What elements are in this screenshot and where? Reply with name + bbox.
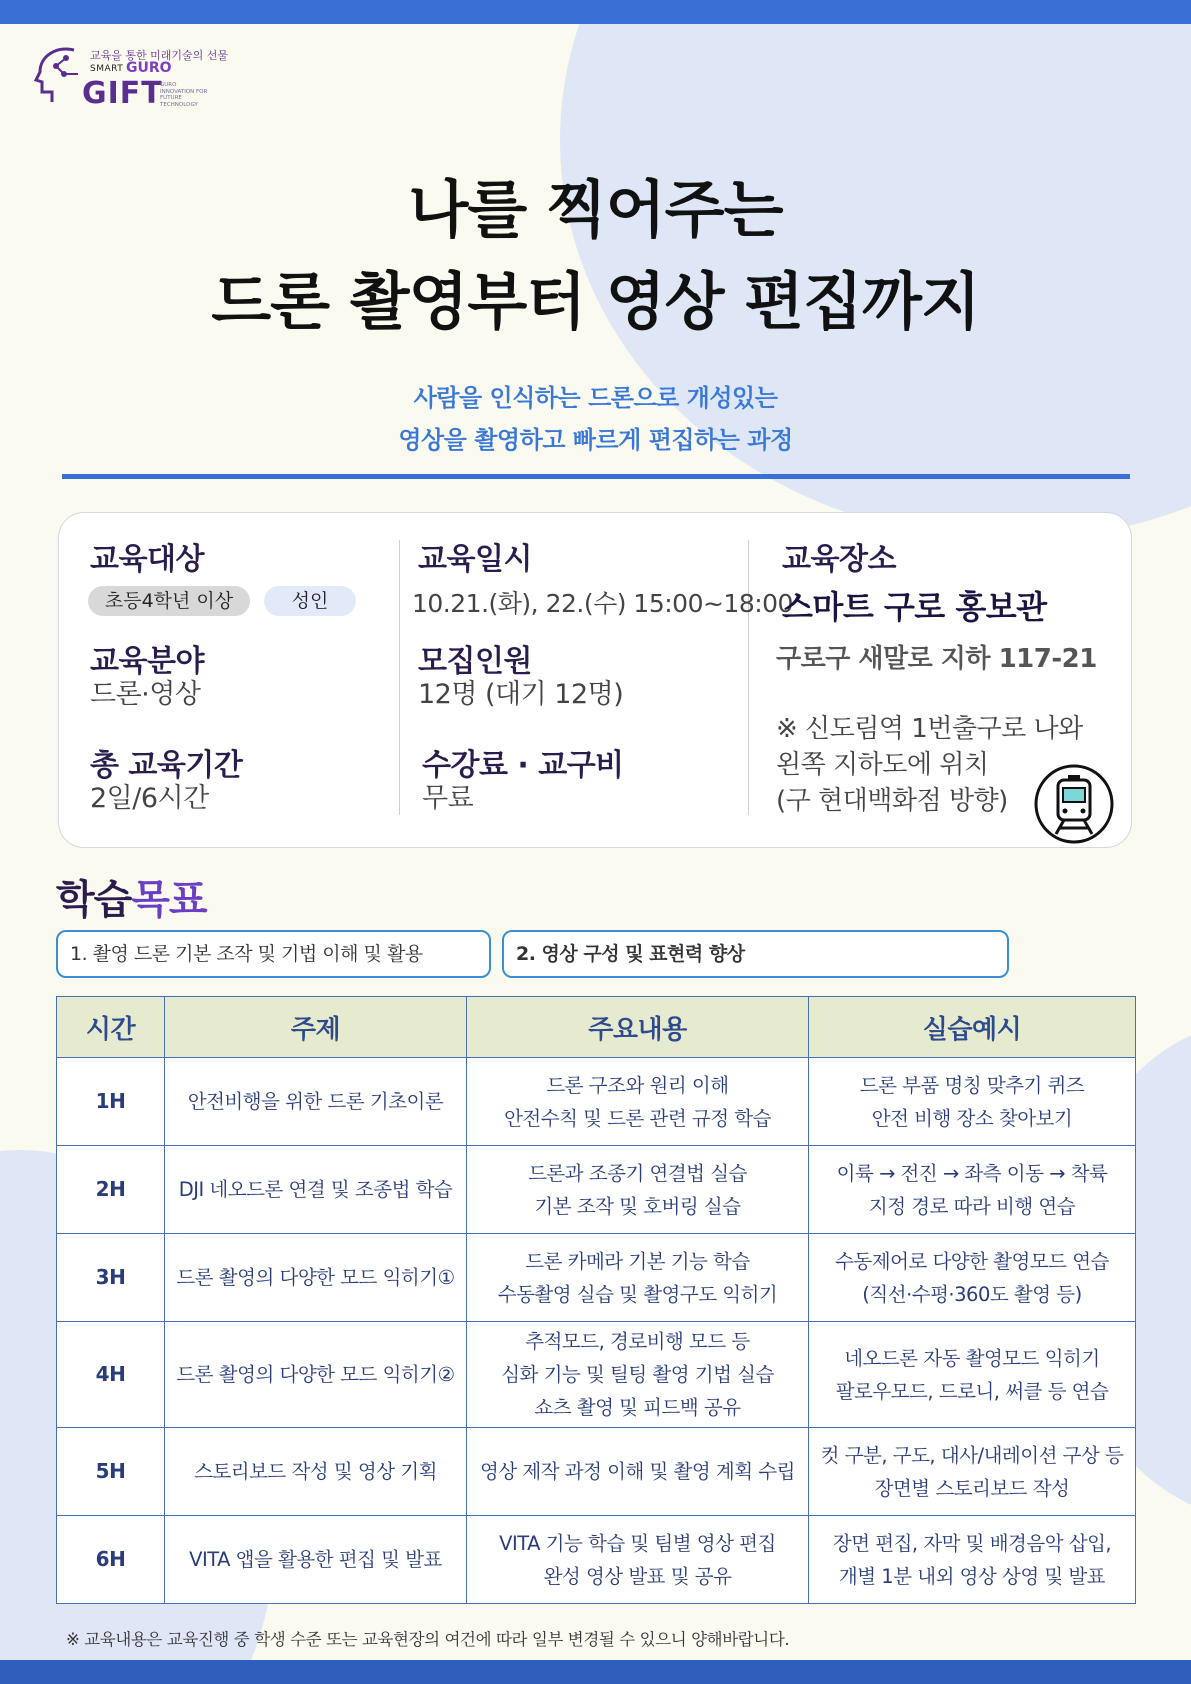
- column-header: 주요내용: [467, 997, 809, 1058]
- table-row: [57, 1322, 1136, 1428]
- divider: [62, 474, 1130, 479]
- practice-line: 컷 구분, 구도, 대사/내레이션 구상 등: [820, 1443, 1124, 1467]
- content-cell: [467, 1234, 809, 1322]
- topic-cell: VITA 앱을 활용한 편집 및 발표: [165, 1516, 467, 1604]
- place-note: ※ 신도림역 1번출구로 나와: [776, 714, 1083, 744]
- practice-cell: [809, 1516, 1136, 1604]
- subtitle-line1: 사람을 인식하는 드론으로 개성있는: [413, 384, 778, 412]
- practice-cell: [809, 1428, 1136, 1516]
- period-value: 2일/6시간: [90, 783, 209, 814]
- practice-line: 개별 1분 내외 영상 상영 및 발표: [838, 1564, 1106, 1588]
- logo-subtext: GURO INNOVATION FOR FUTURE TECHNOLOGY: [160, 82, 208, 108]
- content-line: 추적모드, 경로비행 모드 등: [525, 1330, 750, 1353]
- goals-heading-a: 학습: [56, 877, 132, 923]
- content-line: VITA 기능 학습 및 팀별 영상 편집: [499, 1531, 776, 1555]
- column-header: 주제: [165, 997, 467, 1058]
- footnote: ※ 교육내용은 교육진행 중 학생 수준 또는 교육현장의 여건에 따라 일부 변경될 수 있으니 양해바랍니다.: [66, 1630, 790, 1649]
- hour-cell: 3H: [57, 1234, 165, 1322]
- practice-line: 지정 경로 따라 비행 연습: [868, 1194, 1076, 1218]
- logo-gift: GIFT: [82, 76, 163, 111]
- content-cell: [467, 1322, 809, 1428]
- topic-cell: 드론 촬영의 다양한 모드 익히기①: [165, 1234, 467, 1322]
- page-title-line2: 드론 촬영부터 영상 편집까지: [211, 265, 980, 338]
- table-row: [57, 1428, 1136, 1516]
- topic-cell: 안전비행을 위한 드론 기초이론: [165, 1058, 467, 1146]
- top-bar: [0, 0, 1191, 24]
- capacity-value: 12명 (대기 12명): [418, 679, 624, 710]
- content-line: 심화 기능 및 틸팅 촬영 기법 실습: [501, 1363, 774, 1386]
- practice-line: 팔로우모드, 드로니, 써클 등 연습: [835, 1379, 1109, 1403]
- content-cell: [467, 1428, 809, 1516]
- topic-cell: 스토리보드 작성 및 영상 기획: [165, 1428, 467, 1516]
- table-row: [57, 1058, 1136, 1146]
- practice-cell: [809, 1058, 1136, 1146]
- place-name: 스마트 구로 홍보관: [782, 588, 1047, 626]
- column-header: 시간: [57, 997, 165, 1058]
- hour-cell: 6H: [57, 1516, 165, 1604]
- period-label: 총 교육기간: [90, 748, 243, 783]
- practice-line: (직선·수평·360도 촬영 등): [862, 1282, 1082, 1306]
- goal-item: 2. 영상 구성 및 표현력 향상: [502, 930, 1009, 978]
- place-label: 교육장소: [782, 542, 896, 577]
- target-tag: 초등4학년 이상: [88, 586, 250, 616]
- field-label: 교육분야: [90, 644, 204, 679]
- content-line: 완성 영상 발표 및 공유: [543, 1564, 732, 1588]
- practice-line: 안전 비행 장소 찾아보기: [871, 1106, 1073, 1130]
- goals-heading-b: 목표: [131, 877, 207, 923]
- card-divider: [748, 540, 749, 815]
- page-title-line1: 나를 찍어주는: [408, 173, 783, 246]
- date-value: 10.21.(화), 22.(수) 15:00~18:00: [412, 589, 793, 618]
- content-line: 기본 조작 및 호버링 실습: [534, 1194, 741, 1218]
- hour-cell: 4H: [57, 1322, 165, 1428]
- content-line: 수동촬영 실습 및 촬영구도 익히기: [497, 1282, 778, 1306]
- logo-guro: GURO: [126, 60, 172, 76]
- logo-smart: SMART: [90, 64, 124, 74]
- logo-tagline: 교육을 통한 미래기술의 선물: [90, 49, 229, 62]
- practice-cell: [809, 1234, 1136, 1322]
- bottom-bar: [0, 1660, 1191, 1684]
- content-line: 안전수칙 및 드론 관련 규정 학습: [504, 1106, 771, 1130]
- practice-cell: [809, 1322, 1136, 1428]
- practice-line: 이륙 → 전진 → 좌측 이동 → 착륙: [836, 1161, 1108, 1185]
- topic-cell: DJI 네오드론 연결 및 조종법 학습: [165, 1146, 467, 1234]
- date-label: 교육일시: [418, 542, 532, 577]
- practice-cell: [809, 1146, 1136, 1234]
- field-value: 드론·영상: [90, 679, 201, 710]
- practice-line: 장면별 스토리보드 작성: [874, 1476, 1070, 1500]
- practice-line: 드론 부품 명칭 맞추기 퀴즈: [859, 1073, 1085, 1097]
- topic-cell: 드론 촬영의 다양한 모드 익히기②: [165, 1322, 467, 1428]
- card-divider: [399, 540, 400, 815]
- content-line: 드론 카메라 기본 기능 학습: [525, 1249, 750, 1273]
- content-line: 영상 제작 과정 이해 및 촬영 계획 수립: [480, 1460, 795, 1483]
- practice-line: 네오드론 자동 촬영모드 익히기: [844, 1346, 1100, 1370]
- practice-line: 장면 편집, 자막 및 배경음악 삽입,: [832, 1531, 1112, 1555]
- content-line: 쇼츠 촬영 및 피드백 공유: [534, 1396, 741, 1419]
- hour-cell: 5H: [57, 1428, 165, 1516]
- table-header-row: [57, 997, 1136, 1058]
- schedule-table: [56, 996, 1136, 1604]
- smart-guro-gift-logo: [34, 44, 254, 116]
- place-address: 구로구 새말로 지하 117-21: [776, 644, 1097, 674]
- hour-cell: 1H: [57, 1058, 165, 1146]
- table-row: [57, 1234, 1136, 1322]
- content-line: 드론과 조종기 연결법 실습: [528, 1161, 747, 1185]
- column-header: 실습예시: [809, 997, 1136, 1058]
- target-tag: 성인: [264, 586, 356, 616]
- content-cell: [467, 1146, 809, 1234]
- place-note: (구 현대백화점 방향): [776, 786, 1008, 816]
- subtitle-line2: 영상을 촬영하고 빠르게 편집하는 과정: [398, 426, 793, 454]
- table-row: [57, 1516, 1136, 1604]
- practice-line: 수동제어로 다양한 촬영모드 연습: [835, 1249, 1109, 1273]
- hour-cell: 2H: [57, 1146, 165, 1234]
- goal-item: 1. 촬영 드론 기본 조작 및 기법 이해 및 활용: [56, 930, 491, 978]
- place-note: 왼쪽 지하도에 위치: [776, 750, 989, 780]
- goals-heading: [56, 868, 207, 925]
- capacity-label: 모집인원: [418, 644, 532, 679]
- table-row: [57, 1146, 1136, 1234]
- fee-label: 수강료 · 교구비: [422, 748, 624, 783]
- content-cell: [467, 1058, 809, 1146]
- fee-value: 무료: [422, 783, 474, 814]
- target-label: 교육대상: [90, 542, 204, 577]
- content-line: 드론 구조와 원리 이해: [546, 1073, 729, 1097]
- train-icon: [1032, 762, 1116, 846]
- content-cell: [467, 1516, 809, 1604]
